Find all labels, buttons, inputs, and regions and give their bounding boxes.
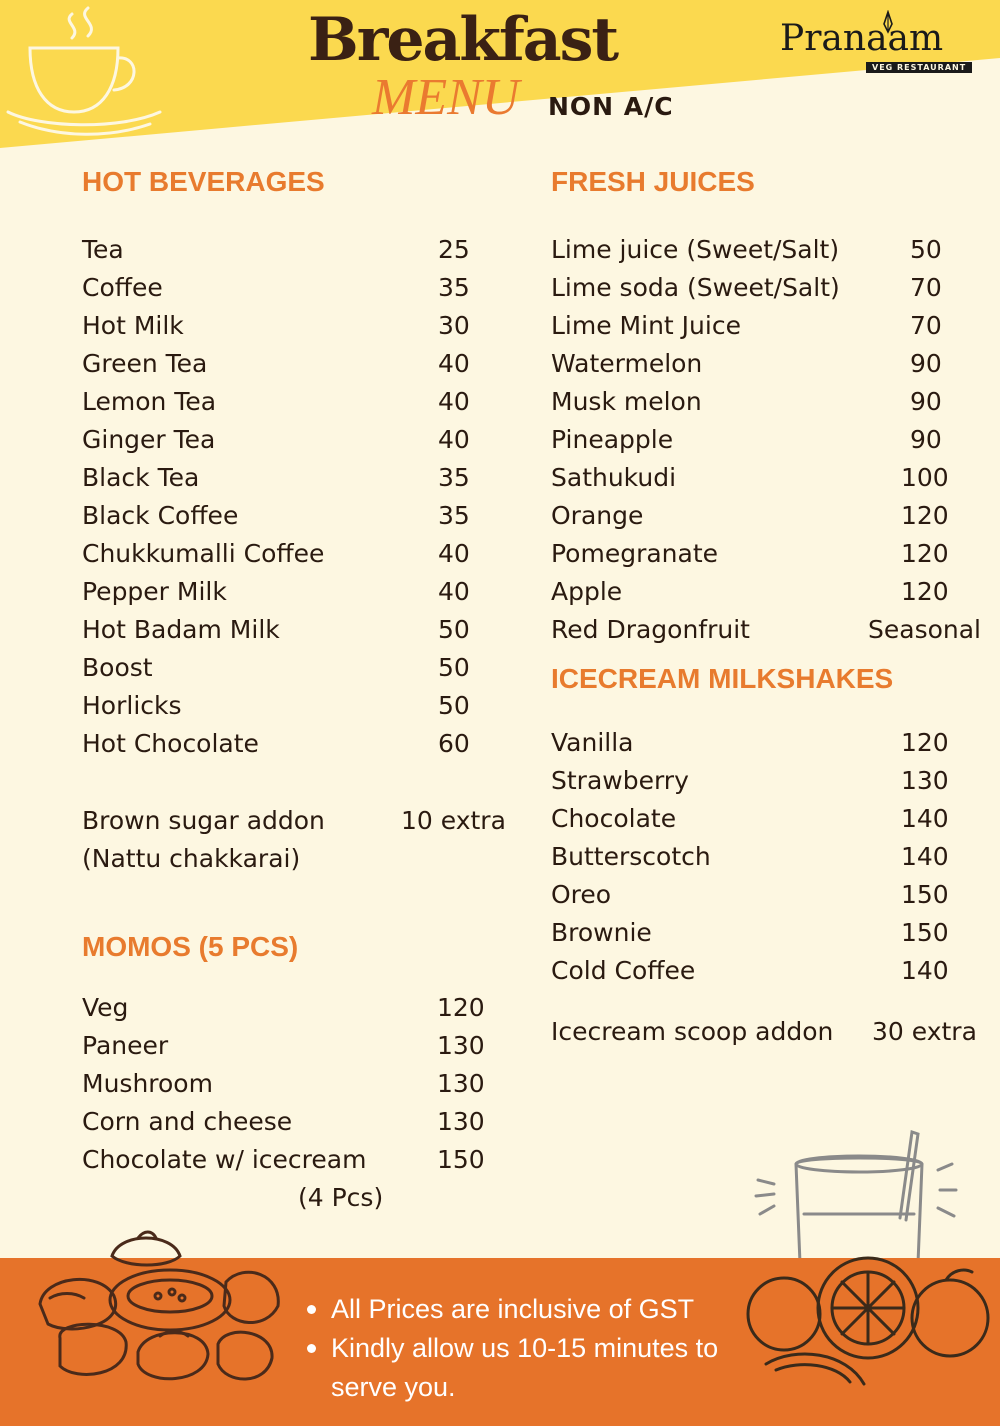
menu-item-name: Pepper Milk [82,577,227,606]
footer-note: Kindly allow us 10-15 minutes to [305,1329,718,1368]
menu-item-name: Strawberry [551,766,689,795]
oranges-illustration [736,1248,1000,1398]
menu-subtitle: MENU [372,69,520,126]
menu-item-price: 35 [438,501,470,530]
logo-name: Pranaam [780,18,944,59]
menu-item-name: Black Tea [82,463,200,492]
menu-item-price: 120 [901,728,949,757]
menu-item-price: 90 [910,349,942,378]
menu-item-name: Hot Badam Milk [82,615,280,644]
menu-item-price: 150 [437,1145,485,1174]
menu-item-price: 150 [901,880,949,909]
menu-item-name: Coffee [82,273,163,302]
momos-heading: MOMOS (5 PCS) [82,931,299,962]
milkshakes-heading: ICECREAM MILKSHAKES [551,663,894,694]
menu-item-price: 25 [438,235,470,264]
menu-item-name: Lemon Tea [82,387,217,416]
fresh-juices-heading: FRESH JUICES [551,166,755,197]
menu-item-price: 140 [901,842,949,871]
menu-item-name: Ginger Tea [82,425,216,454]
addon-name: Icecream scoop addon [551,1017,834,1046]
addon-price: 10 extra [401,806,506,835]
menu-item-price: 120 [437,993,485,1022]
menu-item-name: Sathukudi [551,463,677,492]
menu-item-name: Hot Chocolate [82,729,259,758]
menu-item-name: Red Dragonfruit [551,615,750,644]
menu-item-name: Black Coffee [82,501,239,530]
menu-item-price: 120 [901,577,949,606]
addon-name: Brown sugar addon [82,806,325,835]
menu-item-price: 130 [901,766,949,795]
menu-item-price: 50 [910,235,942,264]
menu-item-price: 70 [910,273,942,302]
menu-item-name: Watermelon [551,349,703,378]
logo-subtitle: VEG RESTAURANT [866,62,972,73]
menu-item-price: 130 [437,1069,485,1098]
menu-item-name: Brownie [551,918,652,947]
momos-illustration [30,1226,300,1416]
menu-item-price: 50 [438,691,470,720]
menu-item-price: 70 [910,311,942,340]
menu-item-price: 40 [438,425,470,454]
menu-item-price: 120 [901,539,949,568]
menu-item-price: 40 [438,577,470,606]
menu-item-name: Chocolate w/ icecream [82,1145,367,1174]
menu-item-name: Lime juice (Sweet/Salt) [551,235,840,264]
menu-item-price: 130 [437,1031,485,1060]
hot-beverages-heading: HOT BEVERAGES [82,166,325,197]
menu-item-name: Lime soda (Sweet/Salt) [551,273,840,302]
menu-item-name: Apple [551,577,623,606]
footer-notes [305,1290,718,1407]
menu-item-price: 50 [438,653,470,682]
menu-item-name: Hot Milk [82,311,184,340]
coffee-cup-icon [0,0,175,145]
menu-item-price: 150 [901,918,949,947]
menu-item-name: Horlicks [82,691,182,720]
addon-note: (Nattu chakkarai) [82,844,301,873]
menu-item-price: 140 [901,956,949,985]
menu-item-price: 35 [438,273,470,302]
menu-item-price: Seasonal [868,615,982,644]
seating-tag: NON A/C [548,92,674,121]
menu-item-name: Chukkumalli Coffee [82,539,325,568]
menu-item-price: 60 [438,729,470,758]
menu-item-note: (4 Pcs) [298,1183,384,1212]
menu-item-name: Orange [551,501,644,530]
menu-item-price: 100 [901,463,949,492]
menu-item-price: 40 [438,349,470,378]
footer-note-continuation: serve you. [331,1372,456,1402]
menu-item-name: Tea [82,235,124,264]
menu-item-price: 140 [901,804,949,833]
menu-item-name: Butterscotch [551,842,711,871]
menu-item-name: Vanilla [551,728,634,757]
menu-item-name: Chocolate [551,804,677,833]
menu-item-name: Oreo [551,880,612,909]
menu-item-name: Veg [82,993,129,1022]
menu-item-price: 90 [910,425,942,454]
menu-item-name: Corn and cheese [82,1107,293,1136]
menu-item-name: Musk melon [551,387,702,416]
menu-title: Breakfast [308,5,618,75]
menu-item-price: 130 [437,1107,485,1136]
menu-item-price: 40 [438,539,470,568]
menu-item-name: Paneer [82,1031,169,1060]
addon-price: 30 extra [872,1017,977,1046]
menu-item-price: 35 [438,463,470,492]
menu-item-price: 120 [901,501,949,530]
juice-glass-icon [750,1128,960,1263]
menu-item-name: Mushroom [82,1069,213,1098]
menu-item-price: 40 [438,387,470,416]
footer-note: All Prices are inclusive of GST [305,1290,718,1329]
menu-item-name: Green Tea [82,349,208,378]
menu-item-name: Cold Coffee [551,956,696,985]
menu-item-name: Boost [82,653,153,682]
menu-item-name: Lime Mint Juice [551,311,741,340]
menu-item-price: 90 [910,387,942,416]
menu-item-name: Pomegranate [551,539,719,568]
restaurant-logo [778,20,990,78]
menu-item-price: 50 [438,615,470,644]
menu-item-price: 30 [438,311,470,340]
menu-item-name: Pineapple [551,425,674,454]
